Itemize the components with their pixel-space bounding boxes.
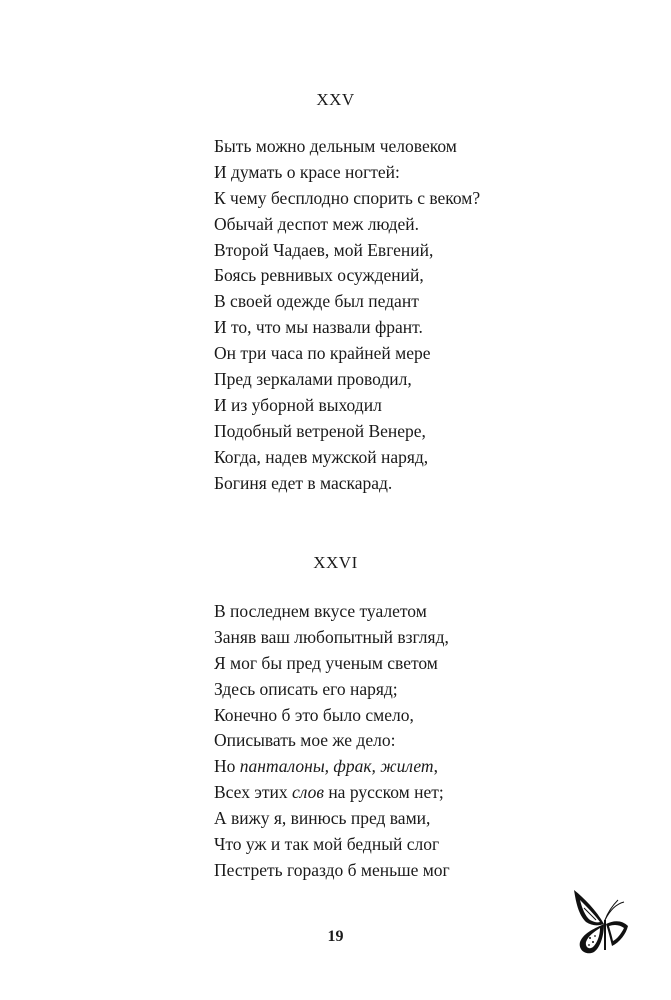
poem-line-text: Но bbox=[214, 756, 240, 777]
poem-line: Что уж и так мой бедный слог bbox=[214, 834, 440, 855]
poem-line: Здесь описать его наряд; bbox=[214, 678, 398, 699]
poem-line-text: Всех этих bbox=[214, 782, 292, 803]
butterfly-icon bbox=[570, 880, 634, 960]
poem-line: И думать о красе ногтей: bbox=[214, 161, 400, 182]
poem-line: Конечно б это было смело, bbox=[214, 704, 414, 725]
poem-line: И то, что мы назвали франт. bbox=[214, 317, 423, 338]
poem-line: Описывать мое же дело: bbox=[214, 730, 396, 751]
poem-line: Подобный ветреной Венере, bbox=[214, 420, 426, 441]
page-number: 19 bbox=[327, 928, 344, 945]
poem-line-italic: слов bbox=[291, 782, 324, 803]
poem-line: Быть можно дельным человеком bbox=[214, 136, 457, 156]
poem-line: Обычай деспот меж людей. bbox=[214, 213, 420, 234]
poem-line: Второй Чадаев, мой Евгений, bbox=[214, 239, 434, 260]
poem-line: К чему бесплодно спорить с веком? bbox=[214, 187, 481, 208]
poem-line: В своей одежде был педант bbox=[214, 291, 419, 312]
stanza-xxv bbox=[214, 134, 480, 496]
poem-line bbox=[214, 780, 450, 806]
poem-line bbox=[214, 754, 450, 780]
poem-line-italic: панталоны, фрак, жилет bbox=[239, 756, 434, 777]
poem-line: В последнем вкусе туалетом bbox=[214, 601, 427, 621]
poem-line: А вижу я, винюсь пред вами, bbox=[214, 808, 431, 829]
poem-line-text: на русском нет; bbox=[323, 782, 444, 803]
poem-line: Пред зеркалами проводил, bbox=[214, 369, 412, 390]
poem-line-text: , bbox=[433, 756, 438, 777]
poem-line: Пестреть гораздо б меньше мог bbox=[214, 859, 450, 880]
poem-line: И из уборной выходил bbox=[214, 394, 382, 415]
poem-line: Боясь ревнивых осуждений, bbox=[214, 265, 424, 286]
stanza-xxvi bbox=[214, 599, 450, 884]
poem-line: Заняв ваш любопытный взгляд, bbox=[214, 626, 449, 647]
poem-line: Когда, надев мужской наряд, bbox=[214, 446, 429, 467]
poem-line: Он три часа по крайней мере bbox=[214, 343, 431, 364]
poem-line: Богиня едет в маскарад. bbox=[214, 472, 393, 493]
stanza-title-xxvi: XXVI bbox=[313, 553, 358, 572]
poem-line: Я мог бы пред ученым светом bbox=[214, 652, 438, 673]
stanza-title-xxv: XXV bbox=[316, 90, 355, 109]
